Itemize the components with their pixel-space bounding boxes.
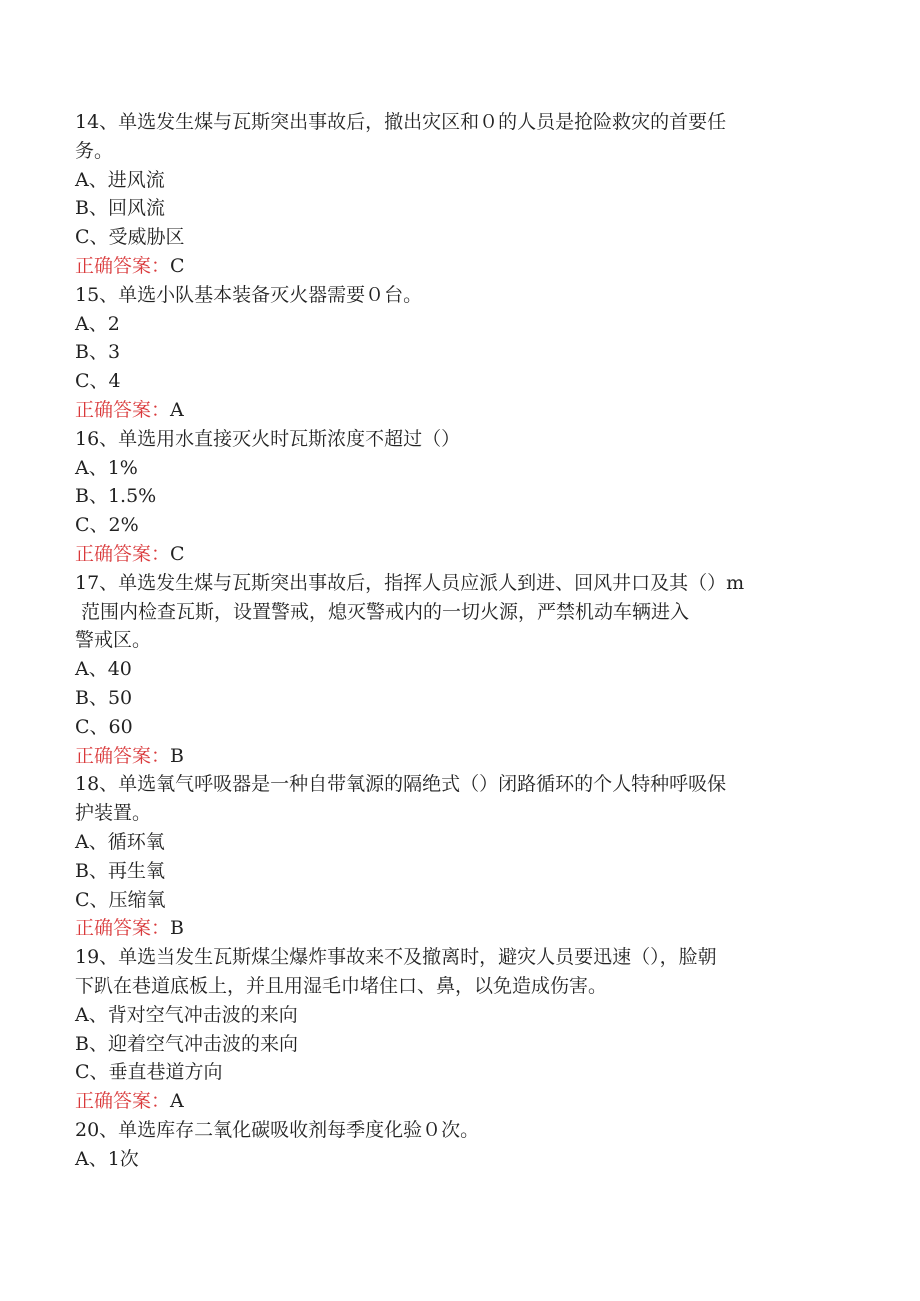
option-a: A、1% (75, 456, 138, 479)
question-text: 16、单选用水直接灭火时瓦斯浓度不超过（） (75, 427, 461, 450)
option-a: A、2 (75, 312, 120, 335)
question-text: 警戒区。 (75, 629, 152, 652)
question-text: 15、单选小队基本装备灭火器需要０台。 (75, 283, 423, 306)
question-19 (75, 943, 835, 1116)
question-text: 17、单选发生煤与瓦斯突出事故后，指挥人员应派人到进、回风井口及其（）m (75, 571, 745, 594)
answer-value: A (170, 398, 184, 421)
answer-value: B (170, 744, 184, 767)
option-c: C、垂直巷道方向 (75, 1061, 223, 1084)
document-page (75, 108, 835, 1173)
correct-answer (75, 742, 835, 771)
question-15 (75, 281, 835, 425)
option-c: C、2% (75, 514, 139, 537)
question-text: 14、单选发生煤与瓦斯突出事故后，撤出灾区和０的人员是抢险救灾的首要任 (75, 111, 727, 133)
question-14 (75, 108, 835, 281)
question-18 (75, 770, 835, 943)
answer-value: C (170, 254, 185, 277)
question-text: 下趴在巷道底板上，并且用湿毛巾堵住口、鼻，以免造成伤害。 (75, 974, 608, 997)
question-text: 范围内检查瓦斯，设置警戒，熄灭警戒内的一切火源，严禁机动车辆进入 (81, 600, 690, 623)
question-text: 20、单选库存二氧化碳吸收剂每季度化验０次。 (75, 1118, 480, 1141)
option-a: A、进风流 (75, 168, 165, 191)
answer-label: 正确答案： (75, 917, 171, 940)
answer-value: C (170, 542, 185, 565)
option-c: C、压缩氧 (75, 888, 166, 911)
question-text: 18、单选氧气呼吸器是一种自带氧源的隔绝式（）闭路循环的个人特种呼吸保 (75, 773, 727, 796)
correct-answer (75, 1087, 835, 1116)
option-b: B、迎着空气冲击波的来向 (75, 1032, 298, 1055)
answer-label: 正确答案： (75, 744, 171, 767)
option-c: C、受威胁区 (75, 226, 185, 249)
question-16 (75, 425, 835, 569)
question-17 (75, 569, 835, 771)
option-b: B、1.5% (75, 485, 157, 508)
option-b: B、回风流 (75, 197, 165, 220)
option-b: B、50 (75, 686, 133, 709)
correct-answer (75, 252, 835, 281)
answer-value: A (170, 1090, 184, 1113)
option-c: C、60 (75, 715, 133, 738)
correct-answer (75, 396, 835, 425)
answer-label: 正确答案： (75, 1090, 171, 1113)
option-a: A、背对空气冲击波的来向 (75, 1003, 298, 1026)
question-20 (75, 1116, 835, 1174)
option-b: B、再生氧 (75, 859, 165, 882)
answer-label: 正确答案： (75, 542, 171, 565)
correct-answer (75, 540, 835, 569)
question-text: 务。 (75, 139, 114, 162)
question-text: 19、单选当发生瓦斯煤尘爆炸事故来不及撤离时，避灾人员要迅速（），脸朝 (75, 946, 717, 969)
option-c: C、4 (75, 370, 121, 393)
option-a: A、循环氧 (75, 830, 165, 853)
correct-answer (75, 914, 835, 943)
question-text: 护装置。 (75, 802, 152, 825)
option-a: A、40 (75, 658, 132, 681)
answer-label: 正确答案： (75, 254, 171, 277)
answer-value: B (170, 917, 184, 940)
option-a: A、1次 (75, 1147, 139, 1170)
answer-label: 正确答案： (75, 398, 171, 421)
option-b: B、3 (75, 341, 121, 364)
